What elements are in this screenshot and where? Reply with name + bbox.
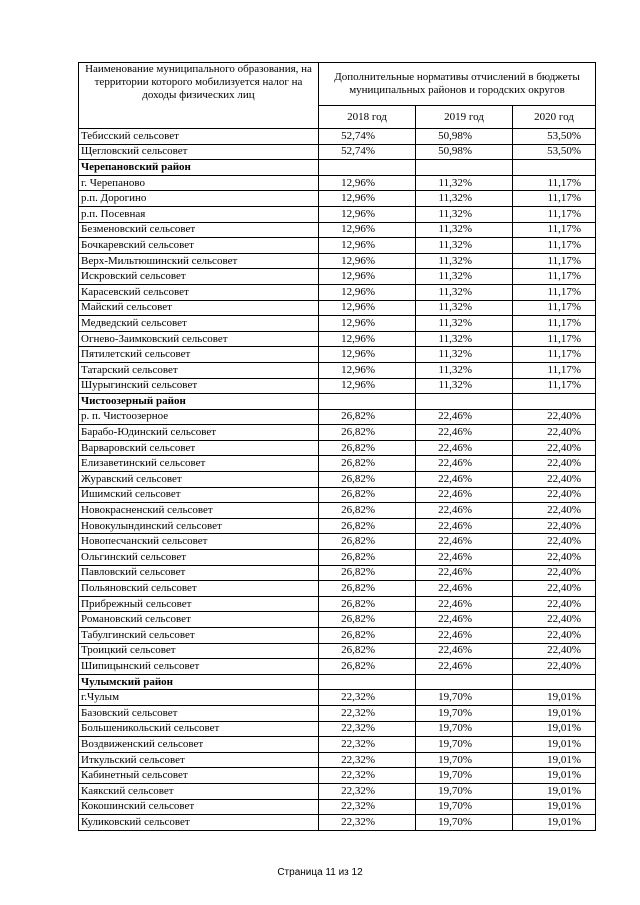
value-2018-cell: 12,96% — [319, 222, 416, 238]
tax-normatives-table — [78, 62, 596, 831]
value-2018-cell: 26,82% — [319, 503, 416, 519]
value-2019-cell: 19,70% — [416, 815, 513, 831]
table-row — [79, 144, 596, 160]
value-2018-cell — [319, 674, 416, 690]
value-2020-cell: 22,40% — [513, 581, 596, 597]
table-row — [79, 799, 596, 815]
municipality-name-cell: Майский сельсовет — [79, 300, 319, 316]
table-row — [79, 362, 596, 378]
value-2020-cell: 22,40% — [513, 596, 596, 612]
value-2020-cell: 19,01% — [513, 783, 596, 799]
value-2019-cell: 22,46% — [416, 487, 513, 503]
value-2018-cell: 22,32% — [319, 721, 416, 737]
table-row — [79, 628, 596, 644]
value-2018-cell: 26,82% — [319, 581, 416, 597]
municipality-name-cell: Медведский сельсовет — [79, 316, 319, 332]
district-row — [79, 394, 596, 410]
value-2018-cell: 12,96% — [319, 300, 416, 316]
value-2020-cell: 11,17% — [513, 175, 596, 191]
value-2019-cell: 22,46% — [416, 518, 513, 534]
municipality-name-cell: Ишимский сельсовет — [79, 487, 319, 503]
table-row — [79, 643, 596, 659]
value-2019-cell: 19,70% — [416, 768, 513, 784]
table-row — [79, 503, 596, 519]
municipality-name-cell: р.п. Посевная — [79, 206, 319, 222]
value-2020-cell: 11,17% — [513, 362, 596, 378]
year-header-2018: 2018 год — [319, 106, 416, 129]
value-2018-cell: 22,32% — [319, 737, 416, 753]
table-row — [79, 596, 596, 612]
table-row — [79, 612, 596, 628]
value-2020-cell: 11,17% — [513, 269, 596, 285]
value-2019-cell: 11,32% — [416, 300, 513, 316]
value-2018-cell — [319, 160, 416, 176]
table-row — [79, 783, 596, 799]
value-2020-cell: 19,01% — [513, 799, 596, 815]
value-2020-cell: 22,40% — [513, 659, 596, 675]
value-2019-cell: 22,46% — [416, 456, 513, 472]
table-row — [79, 534, 596, 550]
table-row — [79, 487, 596, 503]
value-2020-cell: 22,40% — [513, 565, 596, 581]
value-2019-cell: 22,46% — [416, 550, 513, 566]
value-2020-cell: 22,40% — [513, 472, 596, 488]
value-2018-cell: 12,96% — [319, 191, 416, 207]
table-row — [79, 690, 596, 706]
municipality-name-cell: Верх-Мильтюшинский сельсовет — [79, 253, 319, 269]
value-2018-cell: 12,96% — [319, 378, 416, 394]
table-row — [79, 472, 596, 488]
year-header-2020: 2020 год — [513, 106, 596, 129]
table-row — [79, 815, 596, 831]
value-2018-cell: 26,82% — [319, 456, 416, 472]
table-row — [79, 737, 596, 753]
value-2019-cell: 50,98% — [416, 129, 513, 145]
value-2018-cell: 26,82% — [319, 596, 416, 612]
value-2020-cell: 22,40% — [513, 534, 596, 550]
table-row — [79, 659, 596, 675]
value-2019-cell: 22,46% — [416, 425, 513, 441]
value-2019-cell: 22,46% — [416, 472, 513, 488]
value-2020-cell: 22,40% — [513, 456, 596, 472]
value-2019-cell: 22,46% — [416, 581, 513, 597]
value-2018-cell: 22,32% — [319, 783, 416, 799]
municipality-name-cell: Шурыгинский сельсовет — [79, 378, 319, 394]
value-2020-cell: 19,01% — [513, 690, 596, 706]
value-2020-cell: 11,17% — [513, 191, 596, 207]
value-2020-cell: 22,40% — [513, 409, 596, 425]
municipality-name-cell: Варваровский сельсовет — [79, 440, 319, 456]
value-2019-cell — [416, 160, 513, 176]
value-2019-cell: 19,70% — [416, 737, 513, 753]
municipality-name-cell: Щегловский сельсовет — [79, 144, 319, 160]
value-2019-cell: 19,70% — [416, 752, 513, 768]
municipality-name-cell: Базовский сельсовет — [79, 705, 319, 721]
value-2019-cell: 11,32% — [416, 206, 513, 222]
municipality-name-cell: Черепановский район — [79, 160, 319, 176]
value-2018-cell: 12,96% — [319, 316, 416, 332]
municipality-name-cell: Польяновский сельсовет — [79, 581, 319, 597]
value-2019-cell: 11,32% — [416, 238, 513, 254]
municipality-name-cell: Огнево-Заимковский сельсовет — [79, 331, 319, 347]
value-2019-cell: 22,46% — [416, 596, 513, 612]
value-2019-cell: 50,98% — [416, 144, 513, 160]
municipality-name-cell: р.п. Дорогино — [79, 191, 319, 207]
value-2019-cell — [416, 674, 513, 690]
table-row — [79, 284, 596, 300]
value-2019-cell: 11,32% — [416, 378, 513, 394]
municipality-name-cell: Троицкий сельсовет — [79, 643, 319, 659]
municipality-name-cell: Большеникольский сельсовет — [79, 721, 319, 737]
value-2020-cell — [513, 160, 596, 176]
value-2018-cell: 12,96% — [319, 269, 416, 285]
value-2020-cell: 22,40% — [513, 518, 596, 534]
value-2019-cell: 22,46% — [416, 659, 513, 675]
value-2018-cell: 22,32% — [319, 705, 416, 721]
table-row — [79, 175, 596, 191]
table-row — [79, 378, 596, 394]
table-row — [79, 206, 596, 222]
value-2019-cell: 11,32% — [416, 362, 513, 378]
value-2019-cell: 19,70% — [416, 705, 513, 721]
value-2020-cell: 19,01% — [513, 815, 596, 831]
value-2018-cell: 12,96% — [319, 175, 416, 191]
value-2020-cell: 22,40% — [513, 550, 596, 566]
value-2020-cell: 53,50% — [513, 144, 596, 160]
value-2020-cell: 22,40% — [513, 643, 596, 659]
table-row — [79, 129, 596, 145]
value-2020-cell: 11,17% — [513, 222, 596, 238]
table-row — [79, 518, 596, 534]
value-2020-cell: 22,40% — [513, 612, 596, 628]
table-row — [79, 565, 596, 581]
municipality-name-cell: Новокулындинский сельсовет — [79, 518, 319, 534]
municipality-name-cell: Романовский сельсовет — [79, 612, 319, 628]
municipality-name-cell: г.Чулым — [79, 690, 319, 706]
municipality-name-cell: Бочкаревский сельсовет — [79, 238, 319, 254]
table-row — [79, 440, 596, 456]
value-2020-cell: 11,17% — [513, 331, 596, 347]
value-2018-cell: 26,82% — [319, 643, 416, 659]
value-2018-cell: 22,32% — [319, 799, 416, 815]
value-2019-cell: 22,46% — [416, 534, 513, 550]
table-row — [79, 191, 596, 207]
value-2018-cell: 12,96% — [319, 284, 416, 300]
municipality-name-cell: Тебисский сельсовет — [79, 129, 319, 145]
value-2019-cell: 11,32% — [416, 347, 513, 363]
municipality-name-cell: Чистоозерный район — [79, 394, 319, 410]
value-2020-cell: 53,50% — [513, 129, 596, 145]
value-2019-cell: 22,46% — [416, 409, 513, 425]
municipality-name-cell: Табулгинский сельсовет — [79, 628, 319, 644]
value-2020-cell: 11,17% — [513, 378, 596, 394]
table-row — [79, 347, 596, 363]
table-row — [79, 409, 596, 425]
table-row — [79, 269, 596, 285]
municipality-name-cell: Чулымский район — [79, 674, 319, 690]
value-2020-cell: 11,17% — [513, 300, 596, 316]
municipality-name-cell: Иткульский сельсовет — [79, 752, 319, 768]
municipality-name-cell: Журавский сельсовет — [79, 472, 319, 488]
value-2019-cell: 22,46% — [416, 612, 513, 628]
value-2020-cell: 22,40% — [513, 503, 596, 519]
value-2018-cell: 12,96% — [319, 362, 416, 378]
value-2018-cell: 26,82% — [319, 534, 416, 550]
value-2019-cell: 22,46% — [416, 503, 513, 519]
table-row — [79, 425, 596, 441]
value-2019-cell: 19,70% — [416, 690, 513, 706]
value-2018-cell: 22,32% — [319, 690, 416, 706]
value-2019-cell: 11,32% — [416, 175, 513, 191]
value-2018-cell: 26,82% — [319, 659, 416, 675]
municipality-name-cell: Каякский сельсовет — [79, 783, 319, 799]
value-2018-cell: 26,82% — [319, 550, 416, 566]
value-2019-cell: 19,70% — [416, 799, 513, 815]
table-row — [79, 253, 596, 269]
value-2018-cell: 26,82% — [319, 628, 416, 644]
table-row — [79, 238, 596, 254]
municipality-name-cell: Куликовский сельсовет — [79, 815, 319, 831]
value-2020-cell: 19,01% — [513, 737, 596, 753]
municipality-name-cell: Татарский сельсовет — [79, 362, 319, 378]
district-row — [79, 160, 596, 176]
municipality-name-cell: Воздвиженский сельсовет — [79, 737, 319, 753]
normatives-group-header: Дополнительные нормативы отчислений в бюджеты муниципальных районов и городских округов — [319, 63, 596, 106]
municipality-name-cell: Безменовский сельсовет — [79, 222, 319, 238]
value-2019-cell: 22,46% — [416, 440, 513, 456]
municipality-name-cell: Новопесчанский сельсовет — [79, 534, 319, 550]
municipality-name-cell: Кокошинский сельсовет — [79, 799, 319, 815]
value-2018-cell: 26,82% — [319, 472, 416, 488]
value-2018-cell: 22,32% — [319, 768, 416, 784]
value-2020-cell: 11,17% — [513, 316, 596, 332]
value-2018-cell: 26,82% — [319, 487, 416, 503]
table-row — [79, 705, 596, 721]
municipality-name-cell: г. Черепаново — [79, 175, 319, 191]
district-row — [79, 674, 596, 690]
municipality-name-cell: Пятилетский сельсовет — [79, 347, 319, 363]
value-2019-cell: 19,70% — [416, 783, 513, 799]
value-2018-cell: 22,32% — [319, 752, 416, 768]
value-2020-cell: 22,40% — [513, 425, 596, 441]
table-body — [79, 129, 596, 831]
value-2020-cell: 22,40% — [513, 487, 596, 503]
value-2018-cell: 12,96% — [319, 331, 416, 347]
municipality-name-cell: Барабо-Юдинский сельсовет — [79, 425, 319, 441]
table-row — [79, 300, 596, 316]
value-2020-cell — [513, 394, 596, 410]
page-number: Страница 11 из 12 — [277, 867, 363, 878]
value-2018-cell: 26,82% — [319, 440, 416, 456]
table-row — [79, 721, 596, 737]
value-2020-cell: 11,17% — [513, 253, 596, 269]
value-2018-cell: 26,82% — [319, 565, 416, 581]
value-2020-cell: 22,40% — [513, 628, 596, 644]
value-2019-cell: 22,46% — [416, 565, 513, 581]
municipality-name-cell: Павловский сельсовет — [79, 565, 319, 581]
value-2019-cell: 22,46% — [416, 643, 513, 659]
value-2019-cell: 11,32% — [416, 253, 513, 269]
table-row — [79, 550, 596, 566]
municipality-name-cell: р. п. Чистоозерное — [79, 409, 319, 425]
value-2020-cell: 11,17% — [513, 347, 596, 363]
value-2018-cell: 26,82% — [319, 612, 416, 628]
value-2019-cell: 11,32% — [416, 316, 513, 332]
value-2019-cell: 11,32% — [416, 269, 513, 285]
value-2020-cell: 11,17% — [513, 284, 596, 300]
municipality-name-cell: Кабинетный сельсовет — [79, 768, 319, 784]
municipality-name-cell: Шипицынский сельсовет — [79, 659, 319, 675]
table-row — [79, 222, 596, 238]
value-2019-cell: 11,32% — [416, 284, 513, 300]
value-2020-cell: 19,01% — [513, 705, 596, 721]
value-2018-cell: 52,74% — [319, 144, 416, 160]
municipality-column-header: Наименование муниципального образования, на территории которого мобилизуется налог на доходы физических лиц — [79, 63, 319, 129]
table-row — [79, 768, 596, 784]
year-header-2019: 2019 год — [416, 106, 513, 129]
value-2018-cell: 12,96% — [319, 238, 416, 254]
value-2018-cell: 12,96% — [319, 253, 416, 269]
value-2020-cell: 11,17% — [513, 206, 596, 222]
municipality-name-cell: Искровский сельсовет — [79, 269, 319, 285]
value-2018-cell: 12,96% — [319, 206, 416, 222]
value-2019-cell: 11,32% — [416, 191, 513, 207]
value-2019-cell: 22,46% — [416, 628, 513, 644]
municipality-name-cell: Прибрежный сельсовет — [79, 596, 319, 612]
value-2020-cell: 19,01% — [513, 768, 596, 784]
value-2019-cell: 11,32% — [416, 331, 513, 347]
value-2020-cell: 19,01% — [513, 721, 596, 737]
value-2018-cell — [319, 394, 416, 410]
municipality-name-cell: Новокрасненский сельсовет — [79, 503, 319, 519]
value-2020-cell: 11,17% — [513, 238, 596, 254]
municipality-name-cell: Елизаветинский сельсовет — [79, 456, 319, 472]
value-2018-cell: 26,82% — [319, 409, 416, 425]
value-2019-cell: 11,32% — [416, 222, 513, 238]
table-row — [79, 316, 596, 332]
value-2019-cell: 19,70% — [416, 721, 513, 737]
value-2020-cell — [513, 674, 596, 690]
value-2018-cell: 22,32% — [319, 815, 416, 831]
value-2018-cell: 26,82% — [319, 425, 416, 441]
value-2020-cell: 22,40% — [513, 440, 596, 456]
table-row — [79, 456, 596, 472]
value-2018-cell: 52,74% — [319, 129, 416, 145]
municipality-name-cell: Ольгинский сельсовет — [79, 550, 319, 566]
table-row — [79, 331, 596, 347]
value-2018-cell: 12,96% — [319, 347, 416, 363]
table-row — [79, 581, 596, 597]
value-2020-cell: 19,01% — [513, 752, 596, 768]
value-2019-cell — [416, 394, 513, 410]
table-row — [79, 752, 596, 768]
value-2018-cell: 26,82% — [319, 518, 416, 534]
municipality-name-cell: Карасевский сельсовет — [79, 284, 319, 300]
